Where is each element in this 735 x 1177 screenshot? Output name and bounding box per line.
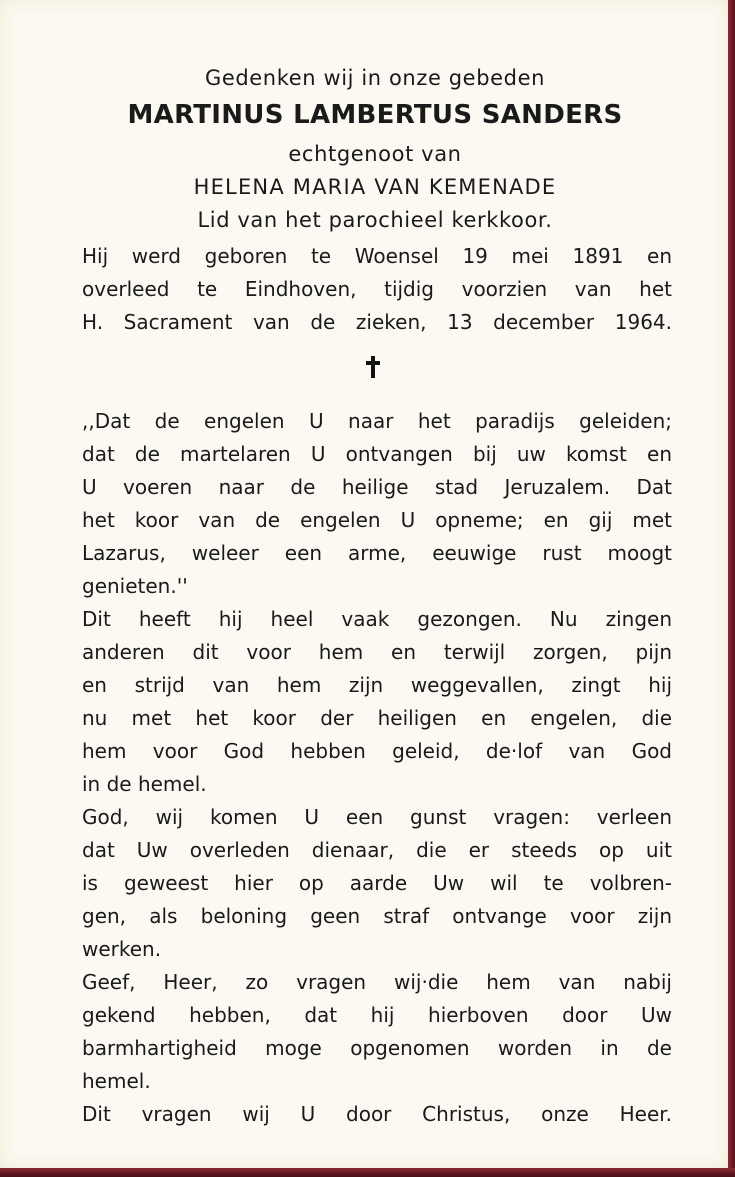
prayer-line: Dit heeft hij heel vaak gezongen. Nu zingen — [82, 607, 672, 631]
biography-paragraph — [82, 240, 672, 339]
prayer-line: hem voor God hebben geleid, de·lof van God — [82, 739, 672, 763]
prayer-line: Lazarus, weleer een arme, eeuwige rust moogt — [82, 541, 672, 565]
spouse-label: echtgenoot van — [288, 142, 462, 166]
prayer-line: Dit vragen wij U door Christus, onze Heer. — [82, 1102, 672, 1126]
prayer-line: genieten.'' — [82, 574, 188, 598]
prayer-line: U voeren naar de heilige stad Jeruzalem. Dat — [82, 475, 672, 499]
prayer-text — [82, 405, 672, 1131]
biography-line: H. Sacrament van de zieken, 13 december 1964. — [82, 310, 672, 334]
biography-line: Hij werd geboren te Woensel 19 mei 1891 en — [82, 244, 672, 268]
card-edge-bottom — [0, 1168, 735, 1177]
latin-cross-icon — [366, 356, 380, 378]
prayer-line: ,,Dat de engelen U naar het paradijs geleiden; — [82, 409, 672, 433]
biography-line: overleed te Eindhoven, tijdig voorzien van het — [82, 277, 672, 301]
prayer-line: anderen dit voor hem en terwijl zorgen, pijn — [82, 640, 672, 664]
spouse-name: HELENA MARIA VAN KEMENADE — [193, 175, 557, 199]
prayer-line: in de hemel. — [82, 772, 207, 796]
prayer-line: barmhartigheid moge opgenomen worden in de — [82, 1036, 672, 1060]
prayer-line: dat de martelaren U ontvangen bij uw komst en — [82, 442, 672, 466]
prayer-line: gen, als beloning geen straf ontvange voor zijn — [82, 904, 672, 928]
card-edge-right — [728, 0, 735, 1177]
prayer-line: hemel. — [82, 1069, 151, 1093]
prayer-line: werken. — [82, 937, 162, 961]
prayer-line: nu met het koor der heiligen en engelen, die — [82, 706, 672, 730]
prayer-line: Geef, Heer, zo vragen wij·die hem van nabij — [82, 970, 672, 994]
prayer-line: het koor van de engelen U opneme; en gij met — [82, 508, 672, 532]
intro-line: Gedenken wij in onze gebeden — [204, 66, 546, 90]
deceased-name: MARTINUS LAMBERTUS SANDERS — [127, 100, 623, 130]
prayer-line: en strijd van hem zijn weggevallen, zingt hij — [82, 673, 672, 697]
prayer-line: God, wij komen U een gunst vragen: verleen — [82, 805, 672, 829]
membership-line: Lid van het parochieel kerkkoor. — [197, 208, 553, 232]
prayer-line: gekend hebben, dat hij hierboven door Uw — [82, 1003, 672, 1027]
prayer-line: is geweest hier op aarde Uw wil te volbren- — [82, 871, 672, 895]
prayer-line: dat Uw overleden dienaar, die er steeds op uit — [82, 838, 672, 862]
